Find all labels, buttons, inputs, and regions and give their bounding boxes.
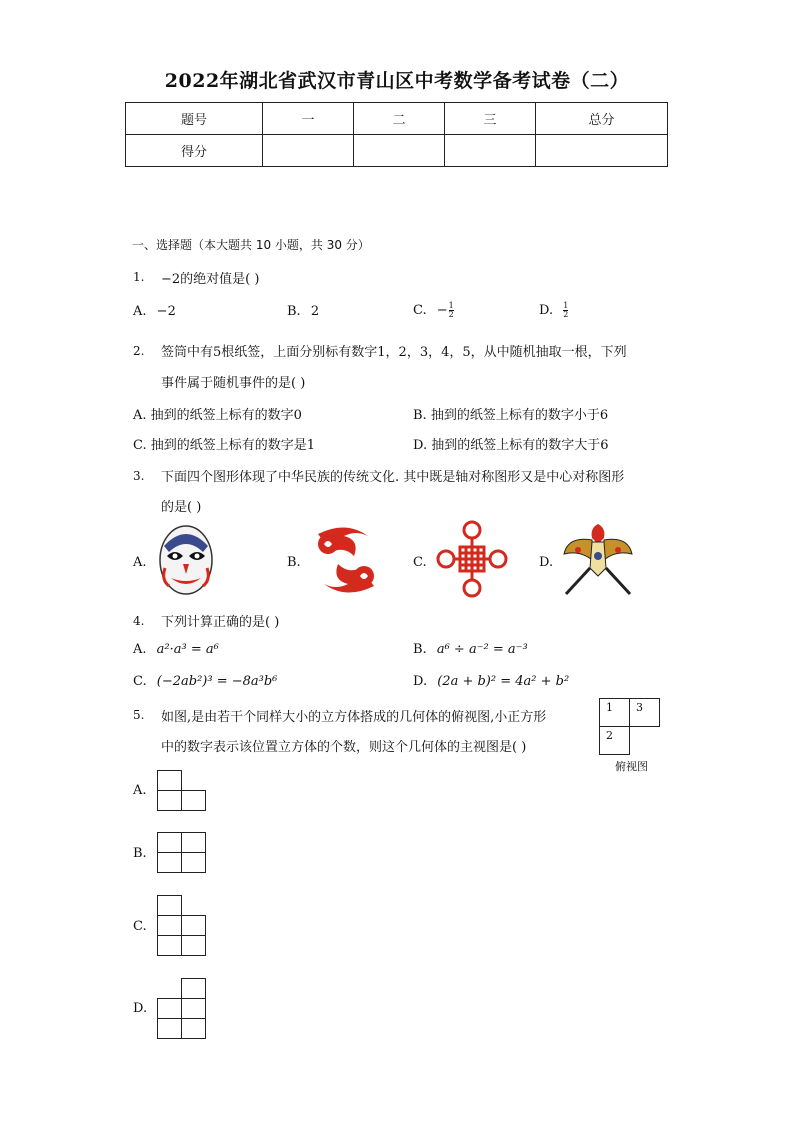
cube-square bbox=[181, 790, 206, 811]
option-c bbox=[133, 674, 277, 689]
option-b bbox=[413, 642, 528, 657]
option-letter: A. bbox=[133, 783, 147, 798]
fraction-numerator: 1 bbox=[563, 301, 569, 310]
question-stem-line: 如图,是由若干个同样大小的立方体搭成的几何体的俯视图,小正方形 bbox=[161, 710, 547, 725]
fraction bbox=[563, 302, 568, 319]
fraction-denominator: 2 bbox=[448, 310, 454, 319]
fraction bbox=[449, 302, 454, 319]
question-stem-line: 事件属于随机事件的是( ) bbox=[161, 376, 306, 391]
cube-square bbox=[181, 915, 206, 936]
option-letter: C. bbox=[413, 303, 427, 318]
swallow-kite-image bbox=[560, 520, 636, 598]
option-letter: D. bbox=[539, 555, 554, 570]
cube-square bbox=[157, 852, 182, 873]
question-number: 2. bbox=[133, 344, 145, 358]
option-expression: a²·a³ = a⁶ bbox=[156, 642, 219, 657]
cube-square bbox=[181, 935, 206, 956]
option-letter: A. bbox=[133, 304, 147, 319]
cube-square bbox=[157, 790, 182, 811]
question-stem-line: 的是( ) bbox=[161, 500, 202, 515]
score-cell bbox=[354, 135, 445, 167]
cube-square bbox=[181, 1018, 206, 1039]
question-number: 3. bbox=[133, 469, 145, 483]
paper-cut-fish-image bbox=[310, 522, 382, 598]
option-expression: a⁶ ÷ a⁻² = a⁻³ bbox=[436, 642, 528, 657]
cube-square bbox=[157, 935, 182, 956]
top-view-cell: 3 bbox=[629, 698, 660, 727]
cube-square bbox=[157, 832, 182, 853]
option-letter: B. bbox=[287, 304, 301, 319]
option-a bbox=[133, 642, 219, 657]
option-letter: B. bbox=[287, 555, 301, 570]
option-b bbox=[287, 304, 319, 319]
score-header-cell: 总分 bbox=[536, 103, 668, 135]
cube-square bbox=[157, 915, 182, 936]
question-stem: −2的绝对值是( ) bbox=[161, 272, 260, 287]
question-stem-line: 签筒中有5根纸签，上面分别标有数字1，2，3，4，5，从中随机抽取一根，下列 bbox=[161, 345, 627, 360]
section-heading: 一、选择题（本大题共 10 小题，共 30 分） bbox=[132, 238, 370, 252]
score-table bbox=[125, 102, 668, 167]
score-header-cell: 一 bbox=[263, 103, 354, 135]
option-d: D. 抽到的纸签上标有的数字大于6 bbox=[413, 438, 609, 453]
option-a bbox=[133, 304, 176, 319]
option-text: −2 bbox=[156, 304, 176, 319]
score-header-cell: 题号 bbox=[126, 103, 263, 135]
option-letter: B. bbox=[413, 642, 427, 657]
option-letter: D. bbox=[133, 1001, 148, 1016]
question-stem-line: 中的数字表示该位置立方体的个数，则这个几何体的主视图是( ) bbox=[161, 740, 527, 755]
question-number: 1. bbox=[133, 270, 145, 284]
fraction-denominator: 2 bbox=[563, 310, 569, 319]
option-letter: D. bbox=[539, 303, 554, 318]
cube-square bbox=[181, 978, 206, 999]
page-title: 2022年湖北省武汉市青山区中考数学备考试卷（二） bbox=[164, 70, 630, 92]
cube-square bbox=[157, 895, 182, 916]
question-stem-line: 下面四个图形体现了中华民族的传统文化. 其中既是轴对称图形又是中心对称图形 bbox=[161, 470, 625, 485]
option-expression: (2a + b)² = 4a² + b² bbox=[437, 674, 570, 689]
option-c bbox=[413, 302, 454, 319]
score-cell bbox=[263, 135, 354, 167]
score-header-cell: 二 bbox=[354, 103, 445, 135]
option-text: 2 bbox=[310, 304, 320, 319]
score-cell bbox=[445, 135, 536, 167]
option-expression: (−2ab²)³ = −8a³b⁶ bbox=[156, 674, 278, 689]
option-d bbox=[539, 302, 568, 319]
option-d bbox=[413, 674, 569, 689]
option-letter: A. bbox=[133, 642, 147, 657]
top-view-cell: 2 bbox=[599, 726, 630, 755]
fraction-numerator: 1 bbox=[448, 301, 454, 310]
top-view-caption: 俯视图 bbox=[615, 760, 648, 773]
cube-square bbox=[181, 852, 206, 873]
option-letter: D. bbox=[413, 674, 428, 689]
option-c: C. 抽到的纸签上标有的数字是1 bbox=[133, 438, 316, 453]
question-number: 5. bbox=[133, 708, 145, 722]
cube-square bbox=[157, 998, 182, 1019]
chinese-knot-image bbox=[436, 518, 508, 600]
score-header-cell: 三 bbox=[445, 103, 536, 135]
question-number: 4. bbox=[133, 614, 145, 628]
option-letter: A. bbox=[133, 555, 147, 570]
question-stem: 下列计算正确的是( ) bbox=[161, 615, 280, 630]
score-row-label: 得分 bbox=[126, 135, 263, 167]
score-cell bbox=[536, 135, 668, 167]
cube-square bbox=[181, 832, 206, 853]
top-view-cell: 1 bbox=[599, 698, 630, 727]
score-table-header-row bbox=[126, 103, 668, 135]
cube-square bbox=[157, 1018, 182, 1039]
score-table-score-row bbox=[126, 135, 668, 167]
option-letter: C. bbox=[413, 555, 427, 570]
opera-mask-image bbox=[155, 520, 217, 598]
option-letter: B. bbox=[133, 846, 147, 861]
option-sign: − bbox=[436, 303, 448, 318]
option-letter: C. bbox=[133, 674, 147, 689]
option-a: A. 抽到的纸签上标有的数字0 bbox=[133, 408, 302, 423]
option-letter: C. bbox=[133, 919, 147, 934]
cube-square bbox=[157, 770, 182, 791]
option-b: B. 抽到的纸签上标有的数字小于6 bbox=[413, 408, 609, 423]
top-view-figure bbox=[599, 698, 661, 756]
cube-square bbox=[181, 998, 206, 1019]
